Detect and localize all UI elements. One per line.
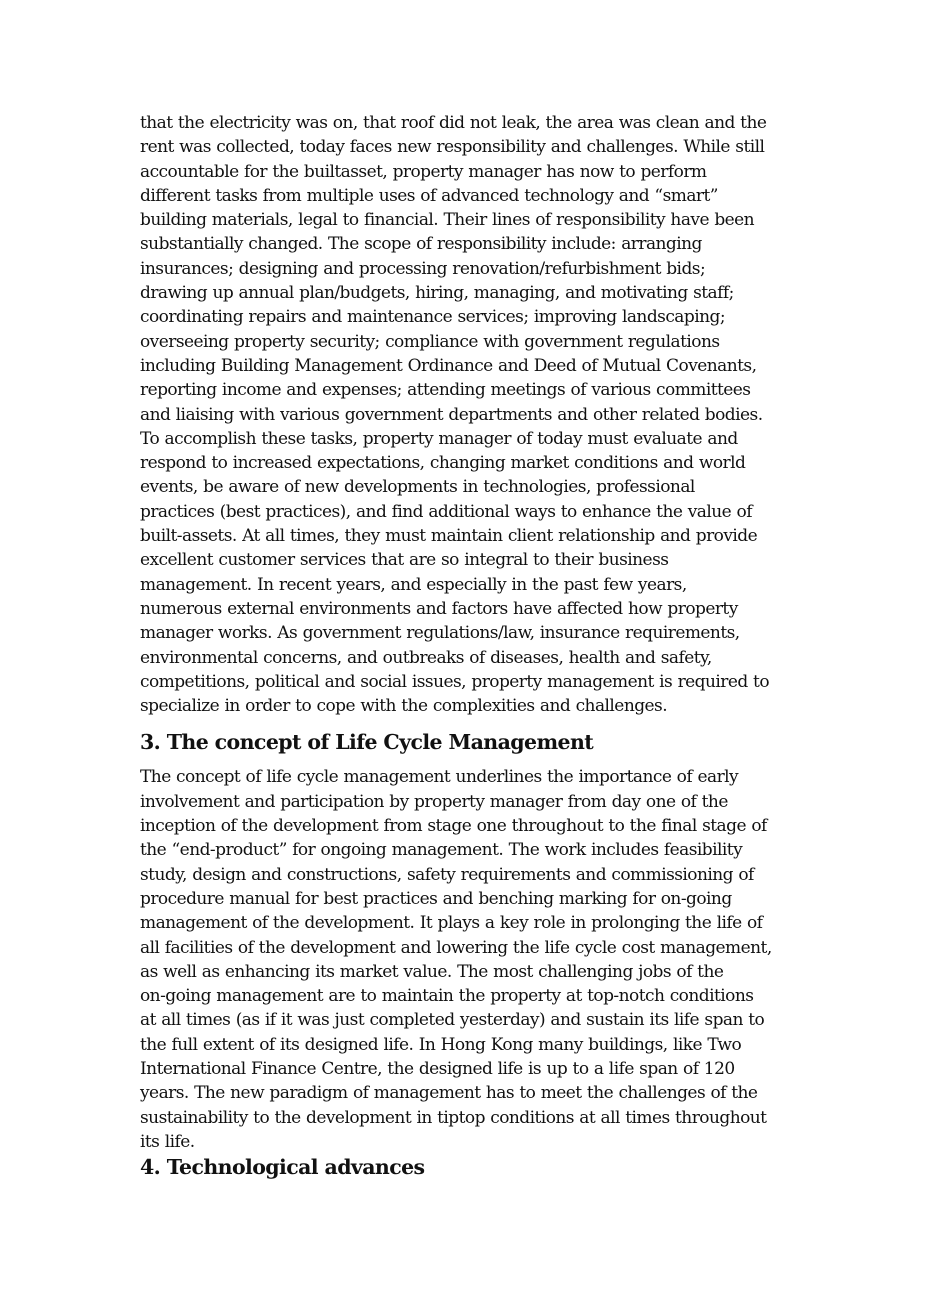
text-line: inception of the development from stage one throughout to the final stage of bbox=[140, 816, 767, 837]
text-line: environmental concerns, and outbreaks of diseases, health and safety, bbox=[140, 647, 712, 668]
text-line: years. The new paradigm of management has to meet the challenges of the bbox=[140, 1083, 758, 1104]
text-line: management. In recent years, and especially in the past few years, bbox=[140, 574, 687, 595]
text-line: sustainability to the development in tiptop conditions at all times throughout bbox=[140, 1107, 767, 1128]
text-line: that the electricity was on, that roof did not leak, the area was clean and the bbox=[140, 113, 767, 133]
text-line: built-assets. At all times, they must maintain client relationship and provide bbox=[140, 526, 758, 547]
paragraph-life-cycle-management bbox=[140, 765, 800, 1154]
text-line: drawing up annual plan/budgets, hiring, managing, and motivating staff; bbox=[140, 283, 734, 304]
text-line: study, design and constructions, safety requirements and commissioning of bbox=[140, 864, 754, 885]
text-line: events, be aware of new developments in technologies, professional bbox=[140, 477, 695, 498]
paragraph-property-manager-role bbox=[140, 111, 800, 718]
section-heading-life-cycle-management: 3. The concept of Life Cycle Management bbox=[140, 730, 594, 755]
text-line: including Building Management Ordinance and Deed of Mutual Covenants, bbox=[140, 355, 757, 376]
text-line: substantially changed. The scope of responsibility include: arranging bbox=[140, 234, 702, 255]
document-page bbox=[140, 111, 800, 1180]
text-line: different tasks from multiple uses of advanced technology and “smart” bbox=[140, 185, 718, 206]
text-line: rent was collected, today faces new responsibility and challenges. While still bbox=[140, 137, 765, 158]
text-line: on-going management are to maintain the property at top-notch conditions bbox=[140, 986, 754, 1007]
text-line: the “end-product” for ongoing management. The work includes feasibility bbox=[140, 840, 743, 861]
text-line: the full extent of its designed life. In Hong Kong many buildings, like Two bbox=[140, 1034, 742, 1055]
text-line: numerous external environments and factors have affected how property bbox=[140, 598, 738, 619]
text-line: management of the development. It plays a key role in prolonging the life of bbox=[140, 913, 763, 934]
text-line: involvement and participation by property manager from day one of the bbox=[140, 791, 728, 812]
text-line: all facilities of the development and lowering the life cycle cost management, bbox=[140, 937, 772, 958]
text-line: as well as enhancing its market value. The most challenging jobs of the bbox=[140, 961, 724, 982]
text-line: overseeing property security; compliance with government regulations bbox=[140, 331, 720, 352]
text-line: building materials, legal to financial. Their lines of responsibility have been bbox=[140, 210, 755, 231]
text-line: excellent customer services that are so integral to their business bbox=[140, 550, 669, 571]
text-line: its life. bbox=[140, 1131, 195, 1152]
text-line: practices (best practices), and find additional ways to enhance the value of bbox=[140, 501, 752, 522]
text-line: manager works. As government regulations/law, insurance requirements, bbox=[140, 623, 740, 644]
text-line: coordinating repairs and maintenance services; improving landscaping; bbox=[140, 307, 726, 328]
text-line: International Finance Centre, the designed life is up to a life span of 120 bbox=[140, 1058, 735, 1079]
text-line: The concept of life cycle management underlines the importance of early bbox=[140, 767, 739, 788]
text-line: reporting income and expenses; attending meetings of various committees bbox=[140, 380, 751, 401]
text-line: procedure manual for best practices and benching marking for on-going bbox=[140, 888, 732, 909]
text-line: accountable for the builtasset, property manager has now to perform bbox=[140, 161, 707, 182]
text-line: competitions, political and social issues, property management is required to bbox=[140, 671, 770, 692]
text-line: respond to increased expectations, changing market conditions and world bbox=[140, 453, 746, 474]
text-line: specialize in order to cope with the complexities and challenges. bbox=[140, 696, 668, 717]
text-line: at all times (as if it was just completed yesterday) and sustain its life span to bbox=[140, 1010, 765, 1031]
text-line: and liaising with various government departments and other related bodies. bbox=[140, 404, 763, 425]
section-heading-technological-advances: 4. Technological advances bbox=[140, 1155, 425, 1180]
text-line: insurances; designing and processing renovation/refurbishment bids; bbox=[140, 258, 706, 279]
text-line: To accomplish these tasks, property manager of today must evaluate and bbox=[140, 428, 738, 449]
